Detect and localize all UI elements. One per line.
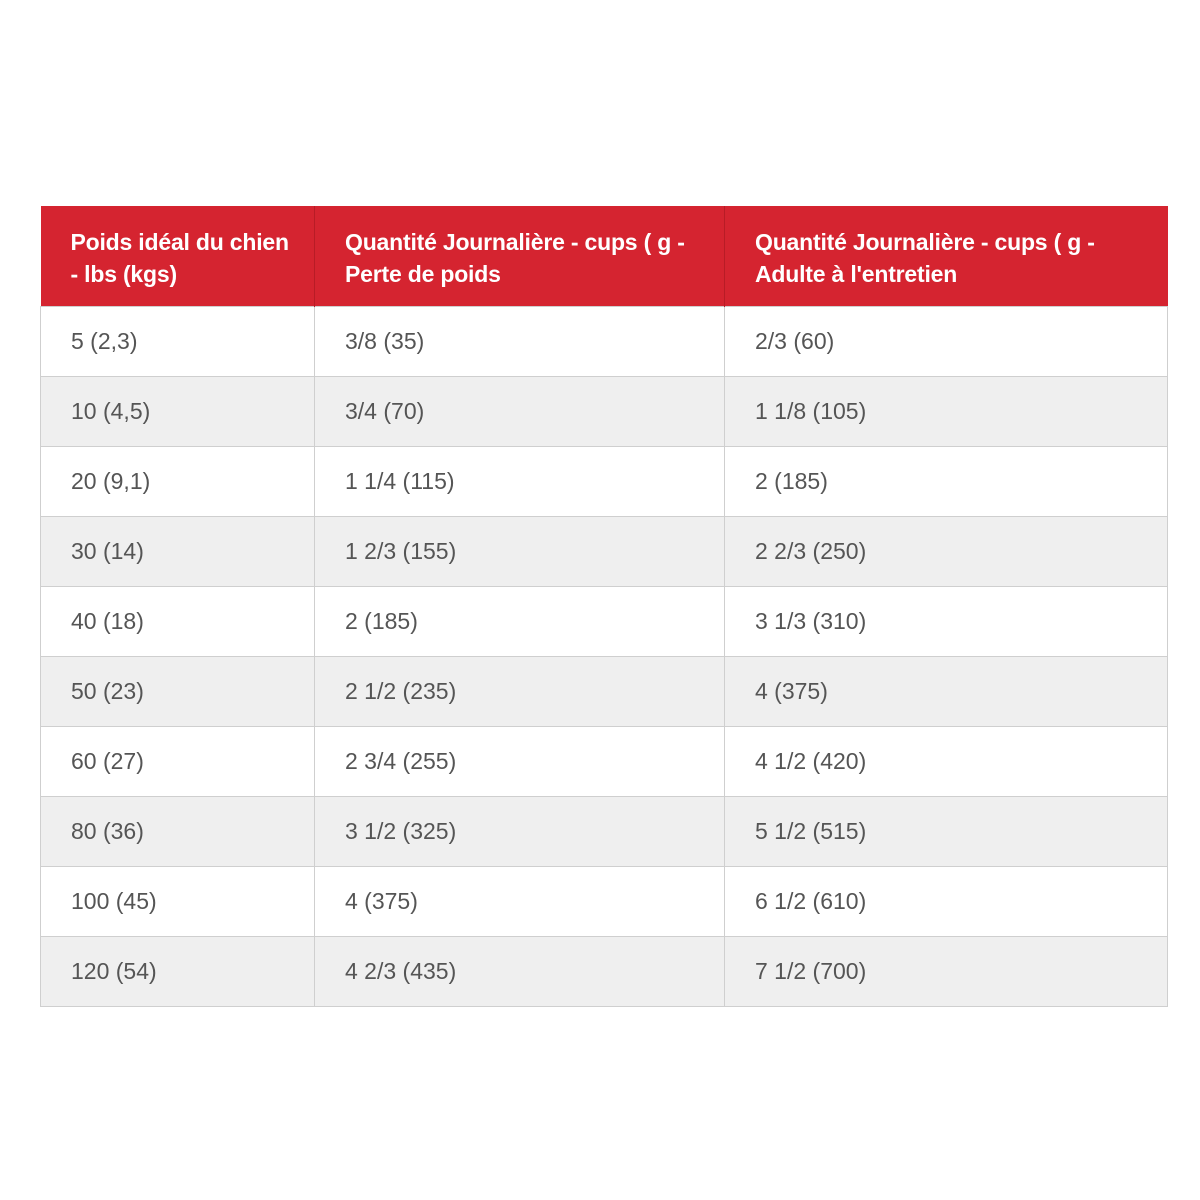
cell-weight: 20 (9,1) bbox=[41, 447, 315, 517]
cell-weight: 80 (36) bbox=[41, 797, 315, 867]
cell-weight-loss: 2 3/4 (255) bbox=[315, 727, 725, 797]
cell-maintenance: 2 2/3 (250) bbox=[725, 517, 1168, 587]
cell-weight-loss: 2 1/2 (235) bbox=[315, 657, 725, 727]
cell-weight-loss: 1 2/3 (155) bbox=[315, 517, 725, 587]
cell-maintenance: 2 (185) bbox=[725, 447, 1168, 517]
cell-weight: 60 (27) bbox=[41, 727, 315, 797]
cell-maintenance: 1 1/8 (105) bbox=[725, 377, 1168, 447]
cell-weight-loss: 4 (375) bbox=[315, 867, 725, 937]
cell-weight: 120 (54) bbox=[41, 937, 315, 1007]
cell-maintenance: 2/3 (60) bbox=[725, 307, 1168, 377]
table-row bbox=[41, 797, 1168, 867]
cell-weight: 10 (4,5) bbox=[41, 377, 315, 447]
cell-weight: 50 (23) bbox=[41, 657, 315, 727]
cell-weight-loss: 3/4 (70) bbox=[315, 377, 725, 447]
header-ideal-weight: Poids idéal du chien - lbs (kgs) bbox=[41, 206, 315, 307]
cell-maintenance: 3 1/3 (310) bbox=[725, 587, 1168, 657]
cell-weight-loss: 4 2/3 (435) bbox=[315, 937, 725, 1007]
cell-weight-loss: 2 (185) bbox=[315, 587, 725, 657]
table-row bbox=[41, 517, 1168, 587]
header-row bbox=[41, 206, 1168, 307]
header-weight-loss-quantity: Quantité Journalière - cups ( g - Perte de poids bbox=[315, 206, 725, 307]
cell-maintenance: 4 1/2 (420) bbox=[725, 727, 1168, 797]
table-row bbox=[41, 867, 1168, 937]
cell-maintenance: 5 1/2 (515) bbox=[725, 797, 1168, 867]
cell-weight-loss: 3 1/2 (325) bbox=[315, 797, 725, 867]
cell-weight-loss: 1 1/4 (115) bbox=[315, 447, 725, 517]
table-body bbox=[41, 307, 1168, 1007]
cell-maintenance: 6 1/2 (610) bbox=[725, 867, 1168, 937]
table-header bbox=[41, 206, 1168, 307]
feeding-table bbox=[40, 206, 1168, 1007]
table-row bbox=[41, 937, 1168, 1007]
table-row bbox=[41, 377, 1168, 447]
cell-maintenance: 7 1/2 (700) bbox=[725, 937, 1168, 1007]
cell-weight: 5 (2,3) bbox=[41, 307, 315, 377]
cell-weight: 30 (14) bbox=[41, 517, 315, 587]
cell-maintenance: 4 (375) bbox=[725, 657, 1168, 727]
cell-weight: 40 (18) bbox=[41, 587, 315, 657]
table-row bbox=[41, 307, 1168, 377]
table-row bbox=[41, 587, 1168, 657]
table-row bbox=[41, 447, 1168, 517]
cell-weight-loss: 3/8 (35) bbox=[315, 307, 725, 377]
table-row bbox=[41, 657, 1168, 727]
feeding-table-container bbox=[40, 206, 1167, 1007]
cell-weight: 100 (45) bbox=[41, 867, 315, 937]
table-row bbox=[41, 727, 1168, 797]
header-maintenance-quantity: Quantité Journalière - cups ( g - Adulte à l'entretien bbox=[725, 206, 1168, 307]
